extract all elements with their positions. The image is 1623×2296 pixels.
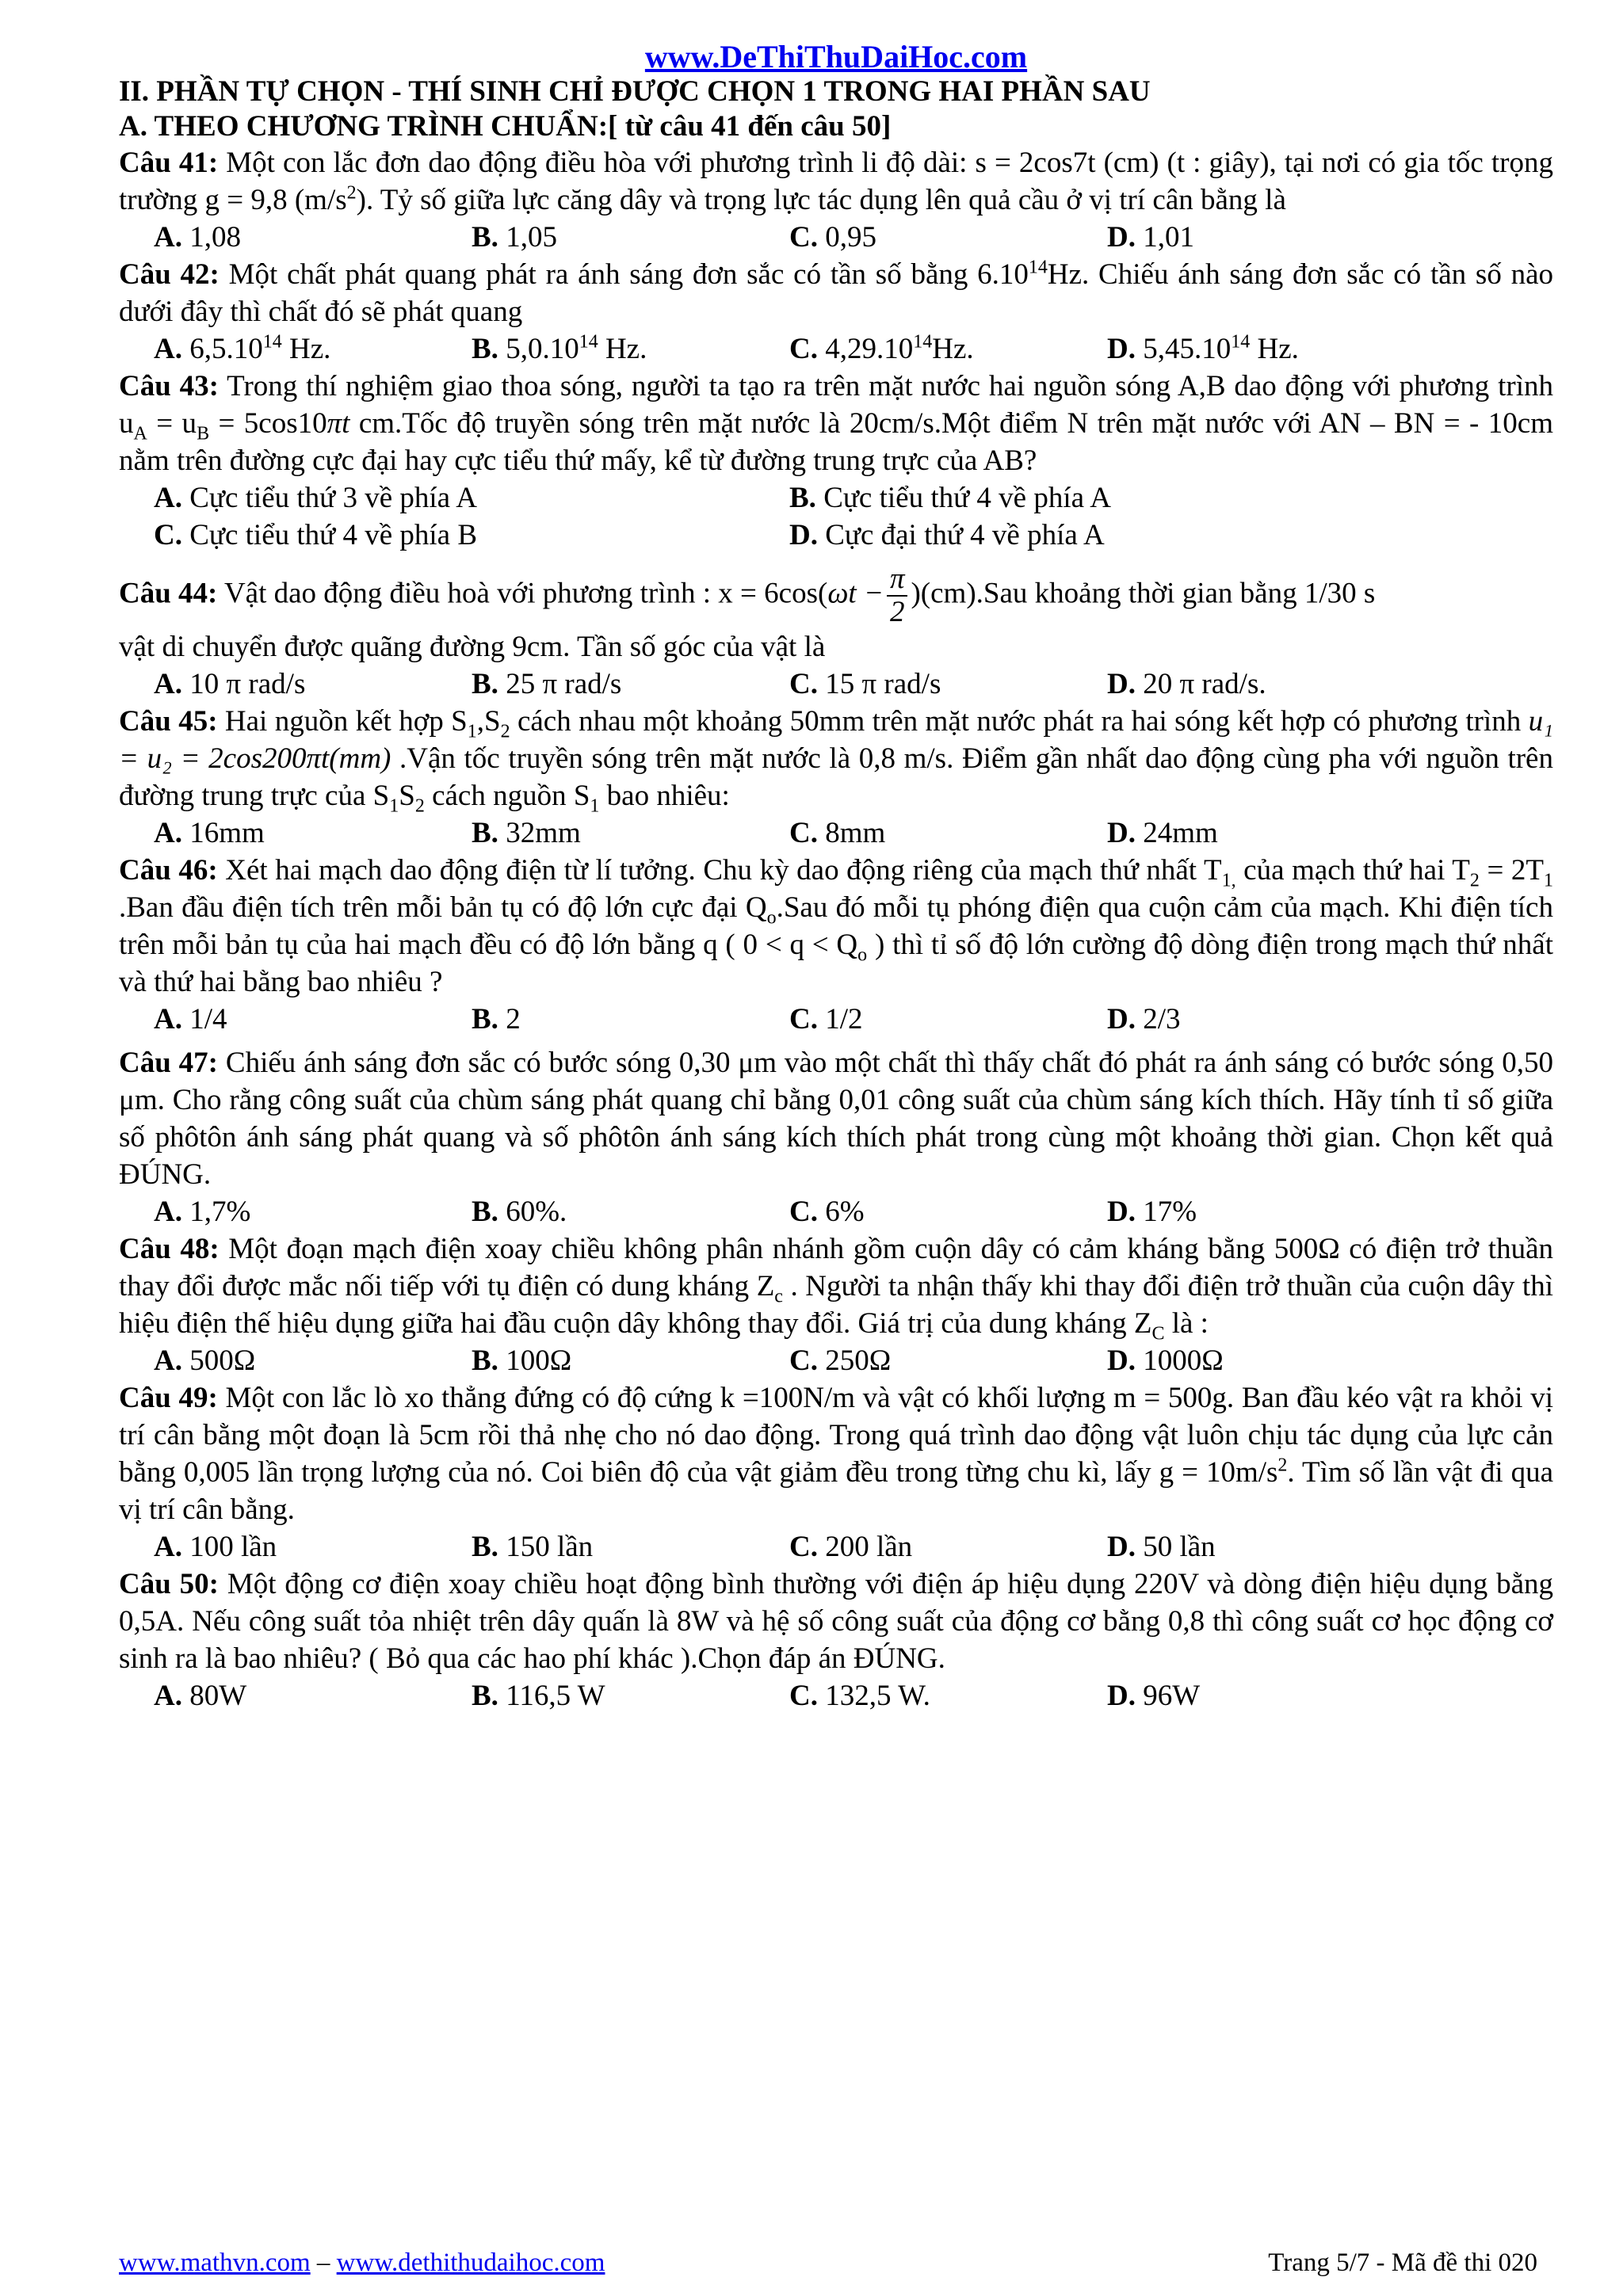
option-d: D. 96W bbox=[1107, 1680, 1201, 1712]
option-b: B. 5,0.10$^{14}$ Hz. bbox=[472, 331, 647, 365]
options-46 bbox=[119, 1001, 1553, 1038]
question-text: = u bbox=[147, 407, 197, 440]
superscript: 2 bbox=[1277, 1455, 1288, 1476]
question-text: .Ban đầu điện tích trên mỗi bản tụ có độ lớn cực đại Q bbox=[119, 891, 767, 924]
question-label: Câu 41: bbox=[119, 147, 219, 179]
document-page bbox=[119, 40, 1553, 1714]
option-a: A. 80W bbox=[154, 1680, 247, 1712]
page-footer bbox=[119, 2248, 1537, 2278]
option-c: C. 8mm bbox=[789, 817, 886, 849]
options-43-row2 bbox=[119, 517, 1553, 554]
question-text: Hai nguồn kết hợp S bbox=[217, 705, 468, 738]
question-text: Hz. Chiếu ánh sáng đơn sắc có tần số nào dưới đây thì chất đó sẽ phát quang bbox=[119, 258, 1554, 328]
question-text: Một con lắc đơn dao động điều hòa với phương trình li độ dài: s = 2cos7t (cm) (t : giây), tại nơi có gia tốc trọng trường g = 9,8 (m/s bbox=[119, 147, 1553, 216]
option-d: D. 50 lần bbox=[1107, 1531, 1216, 1563]
math-italic: ωt − bbox=[827, 577, 884, 610]
option-a: A. 1,08 bbox=[154, 221, 241, 254]
option-a: A. 100 lần bbox=[154, 1531, 277, 1563]
question-text: Xét hai mạch dao động điện từ lí tưởng. Chu kỳ dao động riêng của mạch thứ nhất T bbox=[217, 854, 1222, 887]
question-text: = 5cos10 bbox=[209, 407, 327, 440]
subscript: A bbox=[133, 423, 147, 444]
question-text: Chiếu ánh sáng đơn sắc có bước sóng 0,30 μm vào một chất thì thấy chất đó phát ra ánh sáng có bước sóng 0,50 μm. Cho rằng công suất của chùm sáng phát quang chỉ bằng 0,01 công suất của chùm sáng kích thích. Hãy tính tỉ số giữa số phôtôn ánh sáng phát quang và số phôtôn ánh sáng kích thích phát trong cùng một khoảng thời gian. Chọn kết quả ĐÚNG. bbox=[119, 1047, 1554, 1191]
section-subtitle: A. THEO CHƯƠNG TRÌNH CHUẨN:[ từ câu 41 đến câu 50] bbox=[119, 110, 892, 143]
page-number: Trang 5/7 - Mã đề thi 020 bbox=[1268, 2248, 1537, 2277]
question-46 bbox=[119, 852, 1553, 1001]
pi-over-2-fraction: $\frac{\pi}{2}$ bbox=[887, 563, 908, 628]
option-c: C. 4,29.10$^{14}$Hz. bbox=[789, 331, 974, 365]
subscript: 2 bbox=[414, 795, 425, 817]
subscript: 1 bbox=[389, 795, 399, 817]
option-b: B. 1,05 bbox=[472, 221, 557, 254]
option-a: A. 1,7% bbox=[154, 1196, 251, 1228]
question-text: Trong thí nghiệm giao thoa sóng, người ta tạo ra trên mặt nước hai nguồn sóng A,B dao động với phương trình u bbox=[119, 370, 1554, 440]
question-text: . Người ta nhận thấy khi thay đổi điện trở thuần của cuộn dây thì hiệu điện thế hiệu dụng giữa hai đầu cuộn dây không thay đổi. Giá trị của dung kháng Z bbox=[119, 1270, 1553, 1340]
question-text: là : bbox=[1164, 1307, 1209, 1340]
option-b: B. 150 lần bbox=[472, 1531, 594, 1563]
question-label: Câu 46: bbox=[119, 854, 218, 887]
subscript: 1 bbox=[590, 795, 600, 817]
question-label: Câu 47: bbox=[119, 1047, 219, 1079]
option-c: C. 15 π rad/s bbox=[789, 668, 941, 700]
question-47 bbox=[119, 1044, 1553, 1193]
question-text: .Vận tốc truyền sóng trên mặt nước là 0,8 m/s. Điểm gần nhất dao động cùng pha với nguồn trên đường trung trực của S bbox=[119, 742, 1553, 812]
options-43-row1 bbox=[119, 479, 1553, 517]
subscript: B bbox=[197, 423, 210, 444]
options-47 bbox=[119, 1193, 1553, 1230]
options-41 bbox=[119, 219, 1553, 256]
subscript: o bbox=[766, 907, 777, 929]
option-a: A. 500Ω bbox=[154, 1344, 256, 1377]
option-d: D. 24mm bbox=[1107, 817, 1218, 849]
option-b: B. Cực tiểu thứ 4 về phía A bbox=[789, 482, 1111, 514]
option-a: A. Cực tiểu thứ 3 về phía A bbox=[154, 482, 478, 514]
option-c: C. Cực tiểu thứ 4 về phía B bbox=[154, 519, 478, 551]
question-text: .Sau đó mỗi tụ phóng điện qua cuộn cảm của mạch. Khi điện tích trên mỗi bản tụ của hai mạch đều có độ lớn bằng q ( 0 < q < Q bbox=[119, 891, 1553, 961]
question-text: Một con lắc lò xo thẳng đứng có độ cứng k =100N/m và vật có khối lượng m = 500g. Ban đầu kéo vật ra khỏi vị trí cân bằng một đoạn là 5cm rồi thả nhẹ cho nó dao động. Trong quá trình dao động vật luôn chịu tác dụng của lực cản bằng 0,005 lần trọng lượng của nó. Coi biên độ của vật giảm đều trong từng chu kì, lấy g = 10m/s bbox=[119, 1382, 1553, 1489]
superscript: 2 bbox=[346, 182, 357, 204]
footer-separator: – bbox=[310, 2248, 337, 2277]
options-49 bbox=[119, 1528, 1553, 1566]
option-d: D. 5,45.10$^{14}$ Hz. bbox=[1107, 331, 1299, 365]
question-text: Vật dao động điều hoà với phương trình : x = 6cos( bbox=[217, 577, 828, 610]
question-49 bbox=[119, 1379, 1553, 1528]
option-d: D. 20 π rad/s. bbox=[1107, 668, 1266, 700]
footer-link-mathvn[interactable]: www.mathvn.com bbox=[119, 2248, 311, 2277]
question-label: Câu 45: bbox=[119, 705, 218, 738]
option-d: D. 17% bbox=[1107, 1196, 1197, 1228]
superscript: 14 bbox=[1028, 257, 1048, 278]
question-text: Một chất phát quang phát ra ánh sáng đơn sắc có tần số bằng 6.10 bbox=[219, 258, 1029, 291]
option-a: A. 1/4 bbox=[154, 1003, 227, 1035]
option-c: C. 200 lần bbox=[789, 1531, 913, 1563]
question-text: cách nhau một khoảng 50mm trên mặt nước phát ra hai sóng kết hợp có phương trình bbox=[510, 705, 1529, 738]
question-label: Câu 44: bbox=[119, 577, 218, 610]
question-45 bbox=[119, 703, 1553, 817]
option-b: B. 32mm bbox=[472, 817, 581, 849]
question-label: Câu 43: bbox=[119, 370, 219, 402]
equation: u₁ = u₂ = 2cos200πt(mm) bbox=[119, 705, 1553, 775]
question-text: bao nhiêu: bbox=[599, 780, 730, 812]
question-text: cm.Tốc độ truyền sóng trên mặt nước là 20cm/s.Một điểm N trên mặt nước với AN – BN = - 10cm nằm trên đường cực đại hay cực tiểu thứ mấy, kể từ đường trung trực của AB? bbox=[119, 407, 1553, 477]
question-text: . Tìm số lần vật đi qua vị trí cân bằng. bbox=[119, 1456, 1554, 1526]
subscript: c bbox=[774, 1286, 783, 1307]
question-text: ) thì tỉ số độ lớn cường độ dòng điện trong mạch thứ nhất và thứ hai bằng bao nhiêu ? bbox=[119, 929, 1553, 998]
option-a: A. 16mm bbox=[154, 817, 265, 849]
option-d: D. Cực đại thứ 4 về phía A bbox=[789, 519, 1105, 551]
option-b: B. 116,5 W bbox=[472, 1680, 605, 1712]
question-label: Câu 48: bbox=[119, 1233, 220, 1265]
question-text: ). Tỷ số giữa lực căng dây và trọng lực tác dụng lên quả cầu ở vị trí cân bằng là bbox=[356, 184, 1286, 216]
question-48 bbox=[119, 1230, 1553, 1342]
question-44 bbox=[119, 563, 1553, 628]
option-d: D. 1,01 bbox=[1107, 221, 1194, 254]
question-42 bbox=[119, 256, 1553, 330]
subscript: 1 bbox=[1544, 870, 1554, 891]
question-50 bbox=[119, 1566, 1553, 1677]
options-42 bbox=[119, 330, 1553, 368]
option-a: A. 6,5.10$^{14}$ Hz. bbox=[154, 331, 331, 365]
question-text: = 2T bbox=[1479, 854, 1545, 887]
math-italic: πt bbox=[327, 407, 350, 440]
option-b: B. 100Ω bbox=[472, 1344, 572, 1377]
option-c: C. 0,95 bbox=[789, 221, 876, 254]
option-c: C. 132,5 W. bbox=[789, 1680, 930, 1712]
question-label: Câu 49: bbox=[119, 1382, 218, 1414]
question-label: Câu 50: bbox=[119, 1568, 219, 1600]
option-c: C. 6% bbox=[789, 1196, 865, 1228]
question-text: cách nguồn S bbox=[424, 780, 590, 812]
options-48 bbox=[119, 1342, 1553, 1379]
question-text: của mạch thứ hai T bbox=[1235, 854, 1470, 887]
option-d: D. 2/3 bbox=[1107, 1003, 1181, 1035]
subscript: 1, bbox=[1221, 870, 1236, 891]
question-text: Một đoạn mạch điện xoay chiều không phân nhánh gồm cuộn dây có cảm kháng bằng 500Ω có điện trở thuần thay đổi được mắc nối tiếp với tụ điện có dung kháng Z bbox=[119, 1233, 1554, 1302]
option-b: B. 25 π rad/s bbox=[472, 668, 622, 700]
question-text: S bbox=[399, 780, 415, 812]
question-text: Một động cơ điện xoay chiều hoạt động bình thường với điện áp hiệu dụng 220V và dòng điện hiệu dụng bằng 0,5A. Nếu công suất tỏa nhiệt trên dây quấn là 8W và hệ số công suất của động cơ bằng 0,8 thì công suất cơ học động cơ sinh ra là bao nhiêu? ( Bỏ qua các hao phí khác ).Chọn đáp án ĐÚNG. bbox=[119, 1568, 1553, 1675]
option-a: A. 10 π rad/s bbox=[154, 668, 306, 700]
option-c: C. 250Ω bbox=[789, 1344, 892, 1377]
option-b: B. 60%. bbox=[472, 1196, 567, 1228]
subscript: 1 bbox=[467, 721, 477, 742]
question-text: ,S bbox=[476, 705, 501, 738]
options-50 bbox=[119, 1677, 1553, 1714]
option-d: D. 1000Ω bbox=[1107, 1344, 1224, 1377]
footer-links bbox=[119, 2248, 605, 2278]
subscript: C bbox=[1151, 1323, 1165, 1344]
option-b: B. 2 bbox=[472, 1003, 521, 1035]
footer-link-dethithudaihoc[interactable]: www.dethithudaihoc.com bbox=[336, 2248, 605, 2277]
section-title: II. PHẦN TỰ CHỌN - THÍ SINH CHỈ ĐƯỢC CHỌN 1 TRONG HAI PHẦN SAU bbox=[119, 75, 1151, 108]
subscript: o bbox=[857, 944, 868, 966]
question-text: )(cm).Sau khoảng thời gian bằng 1/30 s bbox=[911, 577, 1376, 610]
question-44-cont: vật di chuyển được quãng đường 9cm. Tần số góc của vật là bbox=[119, 631, 826, 663]
options-45 bbox=[119, 814, 1553, 852]
question-41 bbox=[119, 144, 1553, 219]
subscript: 2 bbox=[500, 721, 510, 742]
question-43 bbox=[119, 368, 1553, 479]
option-c: C. 1/2 bbox=[789, 1003, 863, 1035]
question-label: Câu 42: bbox=[119, 258, 220, 291]
subscript: 2 bbox=[1469, 870, 1480, 891]
options-44 bbox=[119, 666, 1553, 703]
site-link[interactable]: www.DeThiThuDaiHoc.com bbox=[644, 39, 1028, 74]
